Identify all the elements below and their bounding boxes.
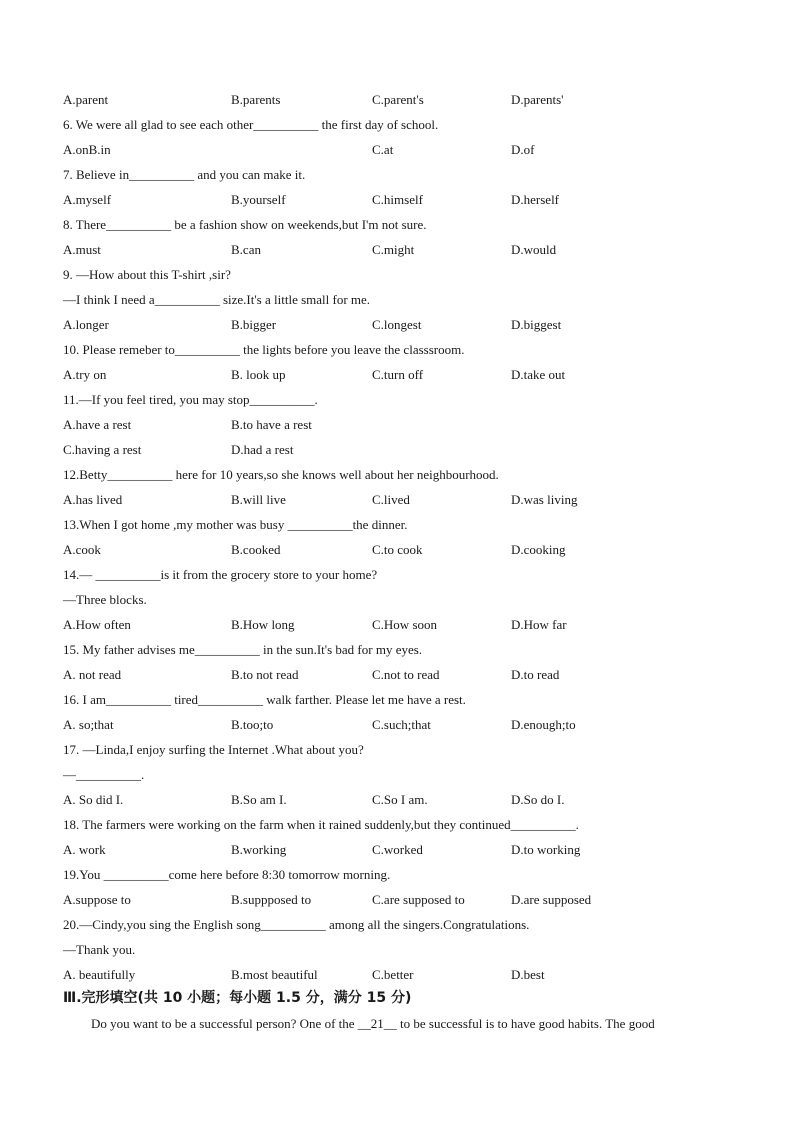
answer-option: C.So I am.	[372, 792, 428, 807]
answer-option: D.How far	[511, 617, 567, 632]
answer-option: A.have a rest	[63, 417, 132, 432]
answer-option: C.lived	[372, 492, 410, 507]
answer-option: D.of	[511, 142, 535, 157]
answer-option: B.bigger	[231, 317, 277, 332]
answer-option: D.enough;to	[511, 717, 576, 732]
answer-option: D.had a rest	[231, 442, 294, 457]
answer-option: D.cooking	[511, 542, 566, 557]
answer-option: C.might	[372, 242, 415, 257]
answer-option: B.So am I.	[231, 792, 287, 807]
answer-option: D.would	[511, 242, 557, 257]
question-text: 13.When I got home ,my mother was busy __________the dinner.	[63, 517, 408, 532]
answer-option: A. so;that	[63, 717, 114, 732]
answer-option: C.not to read	[372, 667, 440, 682]
answer-option: C.longest	[372, 317, 422, 332]
answer-option: B.suppposed to	[231, 892, 312, 907]
answer-option: D.to working	[511, 842, 581, 857]
question-text: —I think I need a__________ size.It's a little small for me.	[63, 292, 371, 307]
answer-option: A.longer	[63, 317, 109, 332]
answer-option: C.to cook	[372, 542, 423, 557]
answer-option: D.was living	[511, 492, 578, 507]
question-text: 19.You __________come here before 8:30 tomorrow morning.	[63, 867, 391, 882]
question-text: —__________.	[63, 767, 145, 782]
question-text: —Thank you.	[63, 942, 136, 957]
answer-option: D.herself	[511, 192, 560, 207]
answer-option: B.to not read	[231, 667, 299, 682]
answer-option: A. beautifully	[63, 967, 136, 982]
answer-option: B.cooked	[231, 542, 281, 557]
answer-option: C.parent's	[372, 92, 424, 107]
answer-option: A.try on	[63, 367, 107, 382]
answer-option: D.parents'	[511, 92, 564, 107]
question-text: —Three blocks.	[63, 592, 147, 607]
question-text: 7. Believe in__________ and you can make it.	[63, 167, 306, 182]
answer-option: B.will live	[231, 492, 286, 507]
question-text: 10. Please remeber to__________ the lights before you leave the classsroom.	[63, 342, 465, 357]
answer-option: A.How often	[63, 617, 131, 632]
answer-option: B. look up	[231, 367, 286, 382]
answer-option: D.best	[511, 967, 545, 982]
answer-option: A.has lived	[63, 492, 123, 507]
question-text: 20.—Cindy,you sing the English song__________ among all the singers.Congratulations.	[63, 917, 530, 932]
answer-option: C.are supposed to	[372, 892, 465, 907]
question-text: 17. —Linda,I enjoy surfing the Internet .What about you?	[63, 742, 364, 757]
answer-option: C.at	[372, 142, 394, 157]
answer-option: A. So did I.	[63, 792, 124, 807]
answer-option: B.most beautiful	[231, 967, 318, 982]
question-text: 14.— __________is it from the grocery store to your home?	[63, 567, 378, 582]
answer-option: C.worked	[372, 842, 423, 857]
answer-option: D.biggest	[511, 317, 562, 332]
answer-option: B.yourself	[231, 192, 286, 207]
answer-option: B.can	[231, 242, 261, 257]
question-text: 18. The farmers were working on the farm when it rained suddenly,but they continued__________.	[63, 817, 579, 832]
answer-option: D.So do I.	[511, 792, 565, 807]
cloze-paragraph: Do you want to be a successful person? One of the __21__ to be successful is to have good habits. The good	[91, 1016, 655, 1031]
answer-option: A. work	[63, 842, 106, 857]
answer-option: C.such;that	[372, 717, 431, 732]
answer-option: D.are supposed	[511, 892, 592, 907]
answer-option: C.better	[372, 967, 414, 982]
answer-option: B.How long	[231, 617, 295, 632]
question-text: 12.Betty__________ here for 10 years,so she knows well about her neighbourhood.	[63, 467, 499, 482]
answer-option: D.take out	[511, 367, 566, 382]
answer-option: A.parent	[63, 92, 109, 107]
answer-option: C.How soon	[372, 617, 438, 632]
section-heading: Ⅲ.完形填空(共 10 小题；每小题 1.5 分，满分 15 分)	[63, 990, 412, 1006]
answer-option: B.working	[231, 842, 287, 857]
answer-option: B.to have a rest	[231, 417, 312, 432]
answer-option: A.must	[63, 242, 101, 257]
answer-option: C.himself	[372, 192, 423, 207]
answer-option: A.suppose to	[63, 892, 131, 907]
answer-option: A.cook	[63, 542, 101, 557]
question-text: 15. My father advises me__________ in the sun.It's bad for my eyes.	[63, 642, 423, 657]
answer-option: A. not read	[63, 667, 122, 682]
question-text: 16. I am__________ tired__________ walk farther. Please let me have a rest.	[63, 692, 466, 707]
answer-option: B.too;to	[231, 717, 274, 732]
answer-option: A.myself	[63, 192, 112, 207]
answer-option: B.parents	[231, 92, 281, 107]
question-text: 8. There__________ be a fashion show on weekends,but I'm not sure.	[63, 217, 427, 232]
answer-option: D.to read	[511, 667, 560, 682]
question-text: 11.—If you feel tired, you may stop__________.	[63, 392, 318, 407]
question-text: 9. —How about this T-shirt ,sir?	[63, 267, 231, 282]
answer-option: C.having a rest	[63, 442, 142, 457]
answer-option: A.onB.in	[63, 142, 111, 157]
question-text: 6. We were all glad to see each other__________ the first day of school.	[63, 117, 439, 132]
answer-option: C.turn off	[372, 367, 424, 382]
